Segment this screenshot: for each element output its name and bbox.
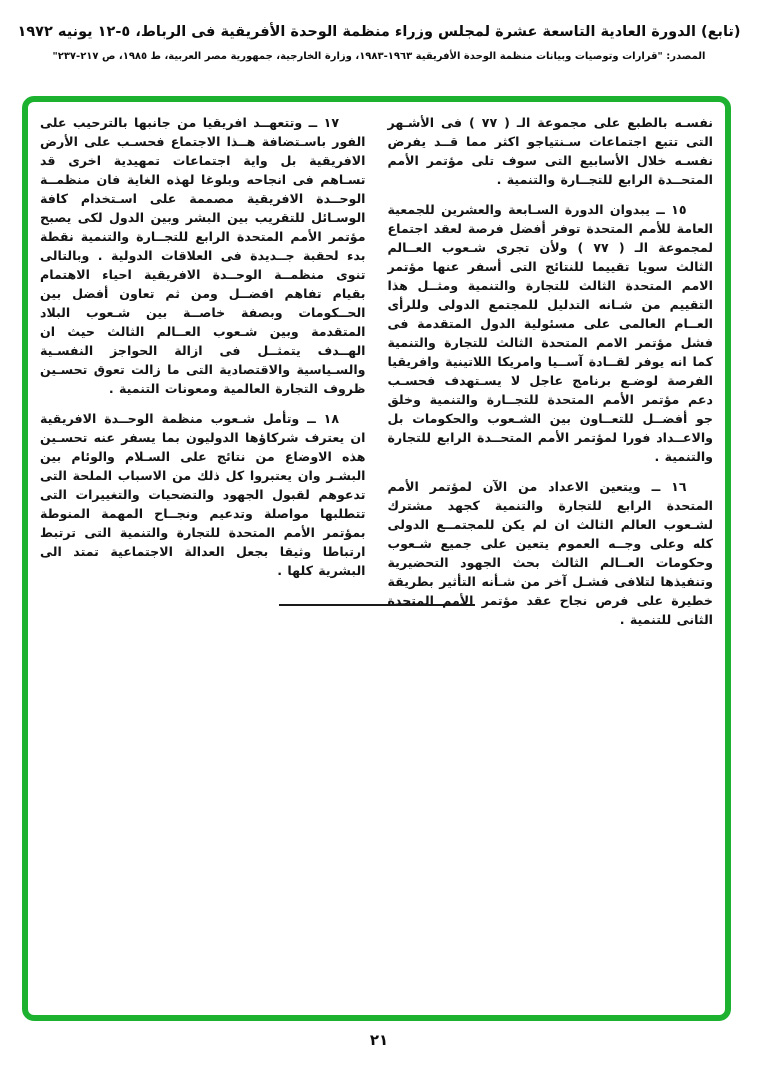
column-right [388,113,714,640]
source-citation-line: المصدر: "قرارات وتوصيات وبيانات منظمة الوحدة الأفريقية ١٩٦٣-١٩٨٣، وزارة الخارجية، جمهورية مصر العربية، ط ١٩٨٥، ص ٢١٧-٢٣٧" [52,51,706,62]
paragraph-14-continuation: نفسـه بالطبع على مجموعة الـ ( ٧٧ ) فى الأشـهر التى تتبع اجتماعات سـنتياجو اكثر مما قــد يفرض نفسـه خلال الأسابيع التى سوف تلى مؤتمر الأمم المتحــدة الرابع للتجــارة والتنمية . [387,115,713,187]
two-column-text [28,102,725,640]
paragraph-18: ١٨ ــ وتأمل شـعوب منظمة الوحــدة الافريقية ان يعترف شركاؤها الدوليون بما يسفر عنه تحسـين هذه الاوضاع من نتائج على السـلام والوئام بين البشـر وان يعتبروا كل ذلك من الاسباب الملحة التى تدعوهم لقبول الجهود والتضحيات والتغييرات التى تتطلبها مواصلة وتدعيم ونجــاح المهمة المنوطة بمؤتمر الأمم المتحدة للتجارة والتنمية التى ترتبط ارتباطا وثيقا بجعل العدالة الاجتماعية تمتد الى البشرية كلها . [40,411,366,578]
column-left [40,113,366,640]
content-box [22,96,731,1021]
paragraph-17: ١٧ ــ وتتعهــد افريقيا من جانبها بالترحيب على الفور باسـتضافة هــذا الاجتماع فحسـب على الأرض الافريقية بل واية اجتماعات تمهيدية اخرى قد تسـاهم فى انجاحه وبلوغا لهذه الغاية فان منظمــة الوحــدة الافريقية مصممة على اسـتخدام كافة الوسـائل للتقريب بين البشر وبين الدول لكى يصبح مؤتمر الأمم المتحدة الرابع للتجــارة والتنمية نقطة بدء لحقبة جــديدة فى العلاقات الدولية . وبالتالى تنوى منظمــة الوحــدة الافريقية احياء الاهتمام بقيام تفاهم افضــل ومن ثم تعاون أفضل بين الحــكومات وبصفة خاصــة بين شـعوب البلاد المتقدمة وبين شـعوب العــالم الثالث حيث ان الهــدف يتمثــل فى ازالة الحواجز النفسـية والسـياسية والاقتصادية التى ما زالت تعوق تحسـين ظروف التجارة العالمية ومعونات التنمية . [40,115,366,396]
paragraph-15: ١٥ ــ يبدوان الدورة السـابعة والعشرين للجمعية العامة للأمم المتحدة توفر أفضل فرصة لعقد اجتماع لمجموعة الـ ( ٧٧ ) ولأن تجرى شـعوب العــالم الثالث سويا تقييما للنتائج التى أسفر عنها مؤتمر الامم المتحدة الثالث للتجارة والتنمية ومثــل هذا التقييم من شـانه التدليل للمجتمع الدولى وللرأى العــام العالمى على مسئولية الدول المتقدمة فى فشل مؤتمر الامم المتحدة الثالث للتجارة والتنمية كما انه يوفر لقــادة آســيا وامريكا اللاتينية وافريقيا الفرصة لوضـع برنامج عاجل لا يسـتهدف فحسـب دعم مؤتمر الأمم المتحدة للتجــارة والتنمية وخلق جو أفضــل للتعــاون بين الشـعوب والحكومات بل والاعــداد فورا لمؤتمر الأمم المتحــدة الرابع للتجارة والتنمية . [387,202,713,464]
page-header [0,20,758,64]
paragraph-16: ١٦ ــ ويتعين الاعداد من الآن لمؤتمر الأمم المتحدة الرابع للتجارة والتنمية كجهد مشترك لشـعوب العالم الثالث ان لم يكن للمجتمــع الدولى كله وعلى وجــه العموم يتعين على جميع شـعوب وحكومات العــالم الثالث بحث الجهود التحضيرية وتنفيذها لتلافى فشـل آخر من شـأنه التأثير بطريقة خطيرة على فرص نجاح عقد مؤتمر الأمم المتحدة الثانى للتنمية . [387,479,713,627]
page-number: ٢١ [369,1031,389,1049]
end-separator-line [279,604,475,606]
document-title: (تابع) الدورة العادية التاسعة عشرة لمجلس وزراء منظمة الوحدة الأفريقية فى الرباط، ٥-١٢ يونيه ١٩٧٢ [17,24,741,40]
